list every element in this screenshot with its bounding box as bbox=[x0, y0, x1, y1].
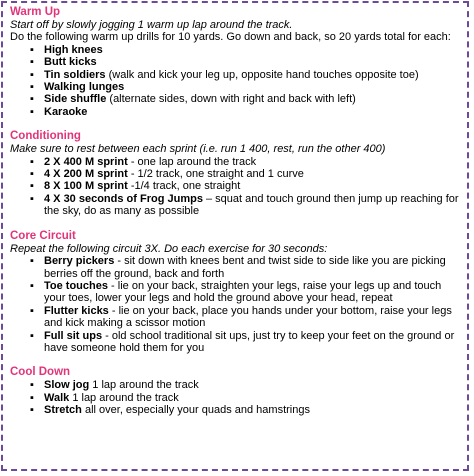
worksheet-frame bbox=[1, 1, 469, 471]
list-item: ▪ 2 X 400 M sprint - one lap around the track bbox=[30, 155, 257, 168]
section-title: Cool Down bbox=[10, 366, 71, 379]
section-warm-up bbox=[10, 6, 461, 118]
list-item: ▪ Butt kicks bbox=[30, 56, 97, 69]
list-item: ▪ Karaoke bbox=[30, 105, 88, 118]
section-core-circuit bbox=[10, 230, 461, 355]
section-intro: Make sure to rest between each sprint (i.e. run 1 400, rest, run the other 400) bbox=[10, 143, 386, 156]
list-item: ▪ Tin soldiers (walk and kick your leg up, opposite hand touches opposite toe) bbox=[30, 68, 419, 81]
bullet-icon: ▪ bbox=[30, 43, 34, 56]
list-item: ▪ 8 X 100 M sprint -1/4 track, one straight bbox=[30, 180, 241, 193]
bullet-icon: ▪ bbox=[30, 56, 34, 69]
section-intro: Repeat the following circuit 3X. Do each exercise for 30 seconds: bbox=[10, 242, 328, 255]
exercise-list bbox=[10, 255, 461, 354]
bullet-icon: ▪ bbox=[30, 192, 34, 205]
list-item: ▪ Toe touches - lie on your back, straighten your legs, raise your legs up and touch your toes, lower your legs and hold the ground above your head, repeat bbox=[30, 279, 442, 305]
bullet-icon: ▪ bbox=[30, 81, 34, 94]
drill-list bbox=[10, 44, 461, 118]
bullet-icon: ▪ bbox=[30, 68, 34, 81]
list-item: ▪ Walk 1 lap around the track bbox=[30, 391, 179, 404]
section-conditioning bbox=[10, 130, 461, 217]
bullet-icon: ▪ bbox=[30, 93, 34, 106]
sprint-list bbox=[10, 156, 461, 218]
bullet-icon: ▪ bbox=[30, 379, 34, 392]
list-item: ▪ High knees bbox=[30, 43, 103, 56]
bullet-icon: ▪ bbox=[30, 391, 34, 404]
list-item: ▪ 4 X 30 seconds of Frog Jumps – squat and touch ground then jump up reaching for the sky, do as many as possible bbox=[30, 192, 459, 218]
list-item: ▪ Full sit ups - old school traditional sit ups, just try to keep your feet on the ground or have someone hold them for you bbox=[30, 329, 455, 354]
bullet-icon: ▪ bbox=[30, 168, 34, 181]
section-intro: Start off by slowly jogging 1 warm up lap around the track. bbox=[10, 19, 293, 31]
list-item: ▪ Flutter kicks - lie on your back, place you hands under your bottom, raise your legs and kick making a scissor motion bbox=[30, 304, 452, 330]
bullet-icon: ▪ bbox=[30, 155, 34, 168]
list-item: ▪ Slow jog 1 lap around the track bbox=[30, 379, 199, 392]
section-title: Warm Up bbox=[10, 6, 61, 18]
section-instructions: Do the following warm up drills for 10 yards. Go down and back, so 20 yards total for each: bbox=[10, 31, 451, 44]
bullet-icon: ▪ bbox=[30, 279, 34, 292]
bullet-icon: ▪ bbox=[30, 329, 34, 342]
bullet-icon: ▪ bbox=[30, 304, 34, 317]
bullet-icon: ▪ bbox=[30, 180, 34, 193]
bullet-icon: ▪ bbox=[30, 105, 34, 118]
list-item: ▪ Side shuffle (alternate sides, down with right and back with left) bbox=[30, 93, 356, 106]
bullet-icon: ▪ bbox=[30, 255, 34, 268]
cooldown-list bbox=[10, 379, 461, 416]
list-item: ▪ Stretch all over, especially your quads and hamstrings bbox=[30, 404, 310, 417]
list-item: ▪ 4 X 200 M sprint - 1/2 track, one straight and 1 curve bbox=[30, 168, 304, 181]
section-title: Conditioning bbox=[10, 130, 81, 143]
list-item: ▪ Berry pickers - sit down with knees bent and twist side to side like you are picking berries off the ground, back and forth bbox=[30, 255, 446, 280]
section-title: Core Circuit bbox=[10, 229, 76, 242]
list-item: ▪ Walking lunges bbox=[30, 81, 125, 94]
bullet-icon: ▪ bbox=[30, 404, 34, 417]
section-cool-down bbox=[10, 366, 461, 416]
